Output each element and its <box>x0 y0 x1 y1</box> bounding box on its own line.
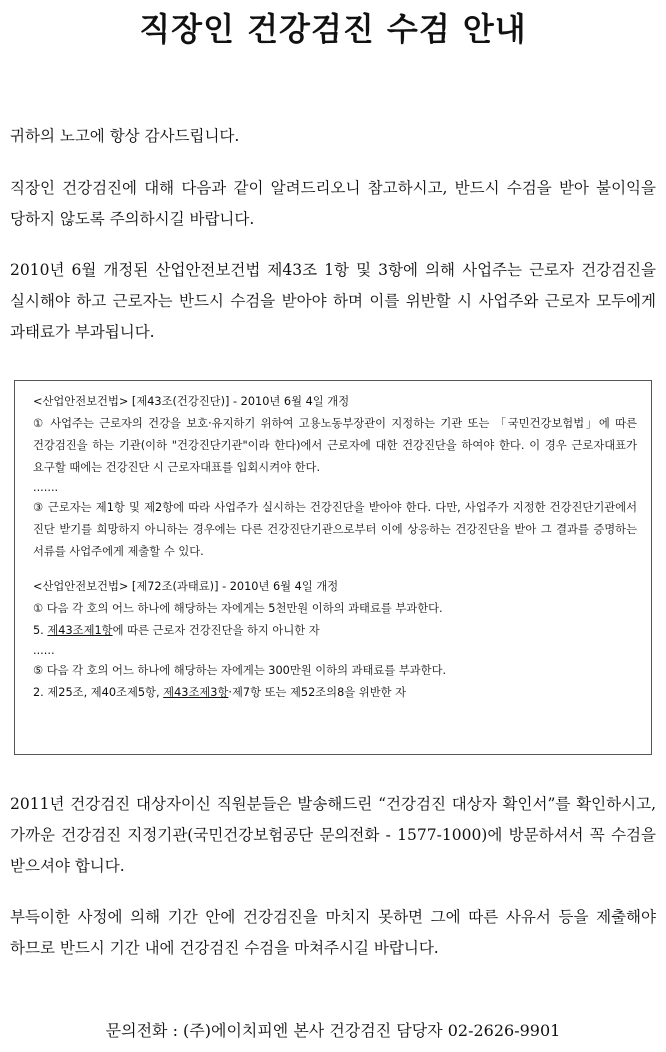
article-43-header: <산업안전보건법> [제43조(건강진단)] - 2010년 6월 4일 개정 <box>33 395 350 408</box>
page-title: 직장인 건강검진 수검 안내 <box>139 10 527 48</box>
law-excerpt-box <box>14 380 652 755</box>
item-2-prefix: 2. 제25조, 제40조제5항, <box>33 686 164 699</box>
article-72-clause-1: ① 다음 각 호의 어느 하나에 해당하는 자에게는 5천만원 이하의 과태료를 부과한다. <box>33 602 443 615</box>
item-5-prefix: 5. <box>33 624 48 637</box>
deadline-paragraph: 부득이한 사정에 의해 기간 안에 건강검진을 마치지 못하면 그에 따른 사유서 등을 제출해야 하므로 반드시 기간 내에 건강검진 수검을 마쳐주시길 바랍니다. <box>10 908 656 957</box>
article-72-clause-5: ⑤ 다음 각 호의 어느 하나에 해당하는 자에게는 300만원 이하의 과태료를 부과한다. <box>33 664 447 677</box>
item-2-text: ·제7항 또는 제52조의8을 위반한 자 <box>228 686 407 699</box>
law-notice-paragraph: 2010년 6월 개정된 산업안전보건법 제43조 1항 및 3항에 의해 사업주는 근로자 건강검진을 실시해야 하고 근로자는 반드시 수검을 받아야 하며 이를 위반할 시 사업주와 근로자 모두에게 과태료가 부과됩니다. <box>10 261 656 341</box>
article-43-1-reference: 제43조제1항 <box>47 624 113 637</box>
article-72-item-5 <box>33 620 637 642</box>
greeting-paragraph: 귀하의 노고에 항상 감사드립니다. <box>10 127 240 145</box>
article-43-clause-3: ③ 근로자는 제1항 및 제2항에 따라 사업주가 실시하는 건강진단을 받아야 한다. 다만, 사업주가 지정한 건강진단기관에서 진단 받기를 희망하지 아니하는 경우에는 다른 건강진단기관으로부터 이에 상응하는 건강진단을 받아 그 결과를 증명하는 서류를 사업주에게 제출할 수 있다. <box>33 501 637 558</box>
checkup-notice-paragraph: 2011년 건강검진 대상자이신 직원분들은 발송해드린 “건강검진 대상자 확인서”를 확인하시고, 가까운 건강검진 지정기관(국민건강보험공단 문의전화 - 1577-1000)에 방문하셔서 꼭 수검을 받으셔야 합니다. <box>10 795 656 875</box>
article-43-3-reference: 제43조제3항 <box>163 686 229 699</box>
omission-marker: ....... <box>33 481 59 494</box>
article-43-clause-1: ① 사업주는 근로자의 건강을 보호·유지하기 위하여 고용노동부장관이 지정하는 기관 또는 「국민건강보험법」에 따른 건강검진을 하는 기관(이하 "건강진단기관"이라 한다)에서 근로자에 대한 건강진단을 하여야 한다. 이 경우 근로자대표가 요구할 때에는 건강진단 시 근로자대표를 입회시켜야 한다. <box>33 417 637 474</box>
article-72-item-2 <box>33 682 637 704</box>
article-72-header: <산업안전보건법> [제72조(과태료)] - 2010년 6월 4일 개정 <box>33 580 339 593</box>
item-5-text: 에 따른 근로자 건강진단을 하지 아니한 자 <box>112 624 320 637</box>
omission-marker: ...... <box>33 644 55 657</box>
contact-footer: 문의전화 : (주)에이치피엔 본사 건강검진 담당자 02-2626-9901 <box>105 1021 561 1040</box>
intro-paragraph: 직장인 건강검진에 대해 다음과 같이 알려드리오니 참고하시고, 반드시 수검을 받아 불이익을 당하지 않도록 주의하시길 바랍니다. <box>10 179 656 228</box>
section-gap <box>33 563 637 576</box>
